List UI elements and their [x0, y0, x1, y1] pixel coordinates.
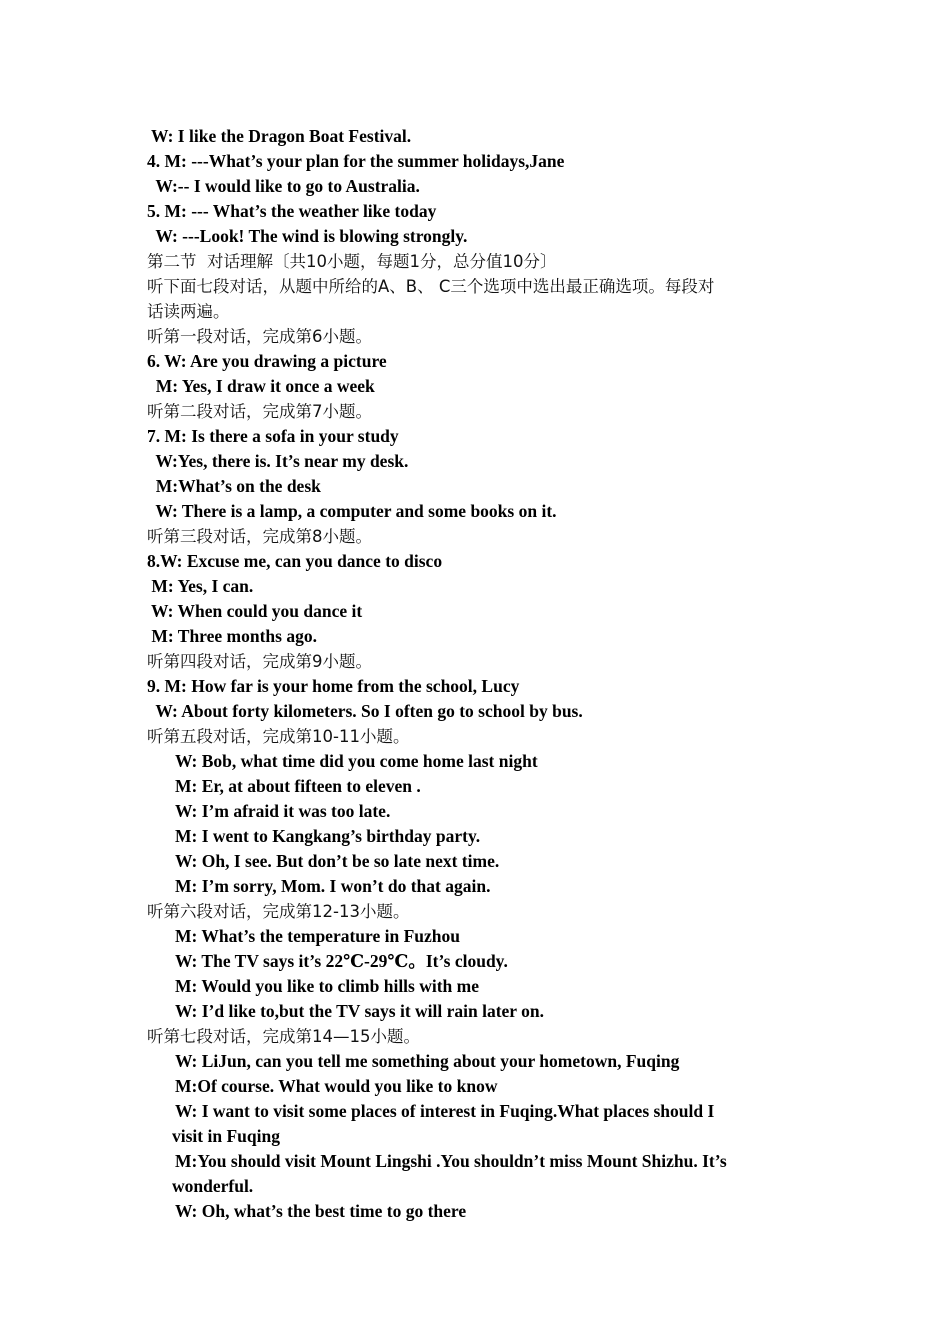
dialogue-line: 4. M: ---What’s your plan for the summer holidays,Jane	[147, 151, 565, 171]
document-body	[147, 124, 807, 1224]
dialogue-heading: 听第六段对话，完成第12-13小题。	[147, 902, 410, 921]
dialogue-heading: 听第四段对话，完成第9小题。	[147, 652, 372, 671]
dialogue-heading: 听第七段对话，完成第14—15小题。	[147, 1027, 420, 1046]
dialogue-line: M:What’s on the desk	[147, 476, 321, 496]
dialogue-line: W: I want to visit some places of interest in Fuqing.What places should I	[175, 1101, 715, 1121]
dialogue-line: W: When could you dance it	[147, 601, 363, 621]
dialogue-line: M: Er, at about fifteen to eleven .	[175, 776, 421, 796]
dialogue-heading: 听第五段对话，完成第10-11小题。	[147, 727, 410, 746]
dialogue-line: M: I went to Kangkang’s birthday party.	[175, 826, 481, 846]
dialogue-line: wonderful.	[172, 1176, 254, 1196]
dialogue-line: W: Bob, what time did you come home last night	[175, 751, 538, 771]
dialogue-line: 5. M: --- What’s the weather like today	[147, 201, 437, 221]
dialogue-line: M: Yes, I can.	[147, 576, 254, 596]
dialogue-line: W: Oh, I see. But don’t be so late next time.	[175, 851, 500, 871]
dialogue-line: 8.W: Excuse me, can you dance to disco	[147, 551, 443, 571]
dialogue-line: M: Three months ago.	[147, 626, 317, 646]
dialogue-heading: 听第二段对话，完成第7小题。	[147, 402, 372, 421]
section-heading: 第二节 对话理解〔共10小题，每题1分，总分值10分〕	[147, 252, 557, 271]
dialogue-line: 7. M: Is there a sofa in your study	[147, 426, 399, 446]
dialogue-line: M: Yes, I draw it once a week	[147, 376, 375, 396]
dialogue-line: W: I’d like to,but the TV says it will rain later on.	[175, 1001, 544, 1021]
dialogue-line: W: I like the Dragon Boat Festival.	[147, 126, 412, 146]
instruction-text: 话读两遍。	[147, 302, 230, 321]
dialogue-line: M:Of course. What would you like to know	[175, 1076, 498, 1096]
dialogue-line: W: The TV says it’s 22℃-29℃。It’s cloudy.	[175, 951, 508, 971]
dialogue-heading: 听第三段对话，完成第8小题。	[147, 527, 372, 546]
dialogue-line: M: What’s the temperature in Fuzhou	[175, 926, 460, 946]
instruction-text: 听下面七段对话，从题中所给的A、B、 C三个选项中选出最正确选项。每段对	[147, 277, 715, 296]
dialogue-heading: 听第一段对话，完成第6小题。	[147, 327, 372, 346]
dialogue-line: M:You should visit Mount Lingshi .You shouldn’t miss Mount Shizhu. It’s	[175, 1151, 727, 1171]
dialogue-line: W: There is a lamp, a computer and some books on it.	[147, 501, 557, 521]
dialogue-line: W: I’m afraid it was too late.	[175, 801, 391, 821]
dialogue-line: W:Yes, there is. It’s near my desk.	[147, 451, 409, 471]
dialogue-line: 9. M: How far is your home from the school, Lucy	[147, 676, 520, 696]
dialogue-line: 6. W: Are you drawing a picture	[147, 351, 387, 371]
dialogue-line: W: ---Look! The wind is blowing strongly.	[147, 226, 468, 246]
dialogue-line: visit in Fuqing	[172, 1126, 280, 1146]
dialogue-line: W: About forty kilometers. So I often go to school by bus.	[147, 701, 583, 721]
dialogue-line: M: Would you like to climb hills with me	[175, 976, 480, 996]
dialogue-line: W: Oh, what’s the best time to go there	[175, 1201, 467, 1221]
dialogue-line: W: LiJun, can you tell me something about your hometown, Fuqing	[175, 1051, 680, 1071]
dialogue-line: W:-- I would like to go to Australia.	[147, 176, 420, 196]
dialogue-line: M: I’m sorry, Mom. I won’t do that again.	[175, 876, 491, 896]
